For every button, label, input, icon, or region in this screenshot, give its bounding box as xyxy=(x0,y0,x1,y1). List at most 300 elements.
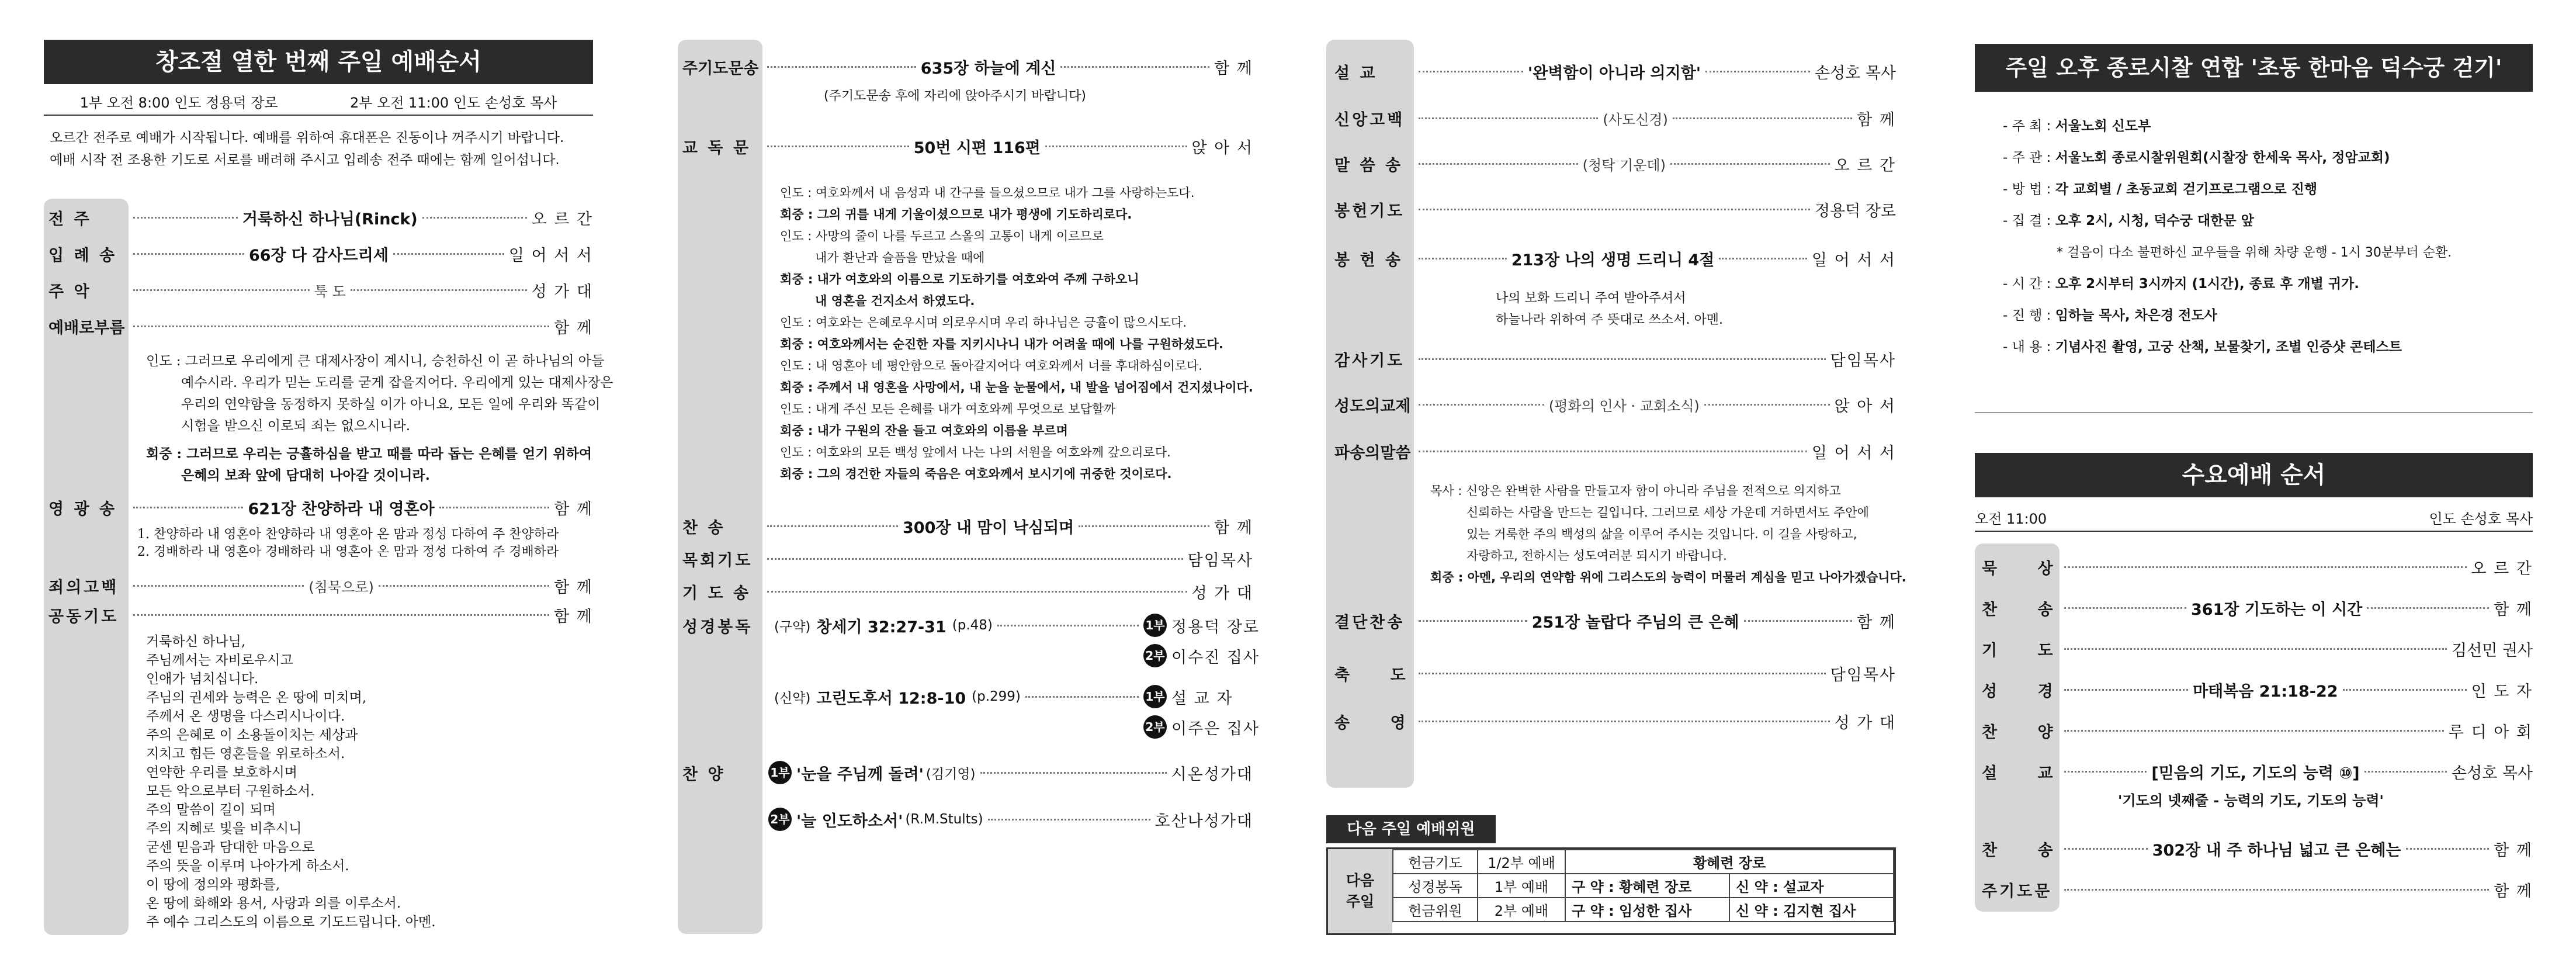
prayer-line: 주의 말씀이 길이 되며 xyxy=(146,802,276,818)
row-performer: 함 께 xyxy=(554,318,593,337)
row-performer: 오 르 간 xyxy=(531,210,593,228)
table-cell: 헌금위원 xyxy=(1393,898,1478,922)
wed-row-hymn xyxy=(1975,595,2533,621)
leader-dots xyxy=(2364,771,2447,773)
row-content: 툭 도 xyxy=(314,283,346,300)
row-performer: 함 께 xyxy=(554,578,593,597)
reading-page: (p.48) xyxy=(952,618,993,633)
responsive-line: 회중 : 그의 귀를 내게 기울이셨으므로 내가 평생에 기도하리로다. xyxy=(780,207,1132,221)
sending-line: 회중 : 아멘, 우리의 연약함 위에 그리스도의 능력이 머물러 계심을 믿고 나아가겠습니다. xyxy=(1430,570,1906,584)
row-content: 251장 놀랍다 주님의 큰 은혜 xyxy=(1531,613,1739,632)
row-performer: 담임목사 xyxy=(1830,351,1896,370)
info-value: 오후 2시, 시청, 덕수궁 대한문 앞 xyxy=(2055,213,2254,228)
responsive-line: 인도 : 내게 주신 모든 은혜를 내가 여호와께 무엇으로 보답할까 xyxy=(780,402,1116,416)
row-performer: 성 가 대 xyxy=(1834,714,1896,732)
row-content: 300장 내 맘이 낙심되며 xyxy=(903,518,1074,537)
notice-line: 예배 시작 전 조용한 기도로 서로를 배려해 주시고 입례송 전주 때에는 함께 일어섭니다. xyxy=(50,153,560,168)
row-performer: 앉 아 서 xyxy=(1834,397,1897,416)
leader-dots xyxy=(1419,117,1598,119)
wednesday-title: 수요예배 순서 xyxy=(2182,462,2326,489)
leader-dots xyxy=(2406,848,2490,850)
row-performer: 앉 아 서 xyxy=(1191,139,1254,157)
call-line: 인도 : 그러므로 우리에게 큰 대제사장이 계시니, 승천하신 이 곧 하나님의 아들 xyxy=(146,354,605,369)
row-performer: 성 가 대 xyxy=(1191,584,1253,603)
order-row-call xyxy=(44,313,593,339)
row-content: 213장 나의 생명 드리니 4절 xyxy=(1511,251,1715,269)
reading-passage: 창세기 32:27-31 xyxy=(816,618,947,636)
order-row-thanks-prayer xyxy=(1326,346,1896,372)
table-cell: 구 약 : 황혜련 장로 xyxy=(1565,874,1729,898)
prayer-line: 지치고 힘든 영혼들을 위로하소서. xyxy=(146,746,345,761)
call-line: 시험을 받으신 이로되 죄는 없으시니라. xyxy=(181,418,411,434)
leader-dots xyxy=(2064,689,2188,691)
order-row-word-response xyxy=(1326,151,1896,176)
responsive-line: 인도 : 여호와께서 내 음성과 내 간구를 들으셨으므로 내가 그를 사랑하는도다. xyxy=(780,186,1195,200)
leader-dots xyxy=(2064,848,2148,850)
leader-dots xyxy=(767,591,1187,593)
row-performer: 루 디 아 회 xyxy=(2448,723,2533,742)
leader-dots xyxy=(2064,607,2186,609)
row-performer: 성 가 대 xyxy=(531,282,594,301)
info-value: 서울노회 종로시찰위원회(시찰장 한세욱 목사, 정암교회) xyxy=(2055,150,2390,165)
row-label: 성 경 xyxy=(1982,682,2071,701)
info-value: * 걸음이 다소 불편하신 교우들을 위해 차량 운행 - 1시 30분부터 순환. xyxy=(2057,245,2452,260)
leader-dots xyxy=(2064,771,2147,773)
leader-dots xyxy=(997,625,1139,626)
prayer-line: 거룩하신 하나님, xyxy=(146,634,246,649)
order-row-gloria xyxy=(44,494,593,520)
anthem-composer: (R.M.Stults) xyxy=(905,812,983,827)
info-value: 오후 2시부터 3시까지 (1시간), 종료 후 개별 귀가. xyxy=(2055,276,2359,292)
leader-dots xyxy=(1673,117,1852,119)
responsive-line: 회중 : 그의 경건한 자들의 죽음은 여호와께서 보시기에 귀중한 것이로다. xyxy=(780,467,1172,481)
prayer-line: 주의 은혜로 이 소용돌이치는 세상과 xyxy=(146,728,358,743)
row-performer: 함 께 xyxy=(2494,882,2533,901)
row-performer: 담임목사 xyxy=(1187,551,1253,570)
row-label: 죄의고백 xyxy=(48,578,119,597)
next-week-title: 다음 주일 예배위원 xyxy=(1347,820,1475,838)
row-label: 결단찬송 xyxy=(1334,613,1405,632)
row-content: 635장 하늘에 계신 xyxy=(920,59,1056,78)
event-title-bar xyxy=(1975,44,2533,92)
row-label: 찬 송 xyxy=(682,518,726,537)
leader-dots xyxy=(133,585,304,587)
table-cell: 신 약 : 김지현 집사 xyxy=(1729,898,1894,922)
row-label: 전 주 xyxy=(48,210,92,228)
table-cell: 성경봉독 xyxy=(1393,874,1478,898)
anthem-choir: 호산나성가대 xyxy=(1154,812,1253,830)
reading-testament: (신약) xyxy=(774,690,811,706)
row-performer: 김선민 권사 xyxy=(2452,641,2533,660)
row-content: 50번 시편 116편 xyxy=(913,139,1041,157)
service-badge: 1부 xyxy=(768,761,792,784)
info-value: 임하늘 목사, 차은경 전도사 xyxy=(2055,308,2217,323)
row-label: 찬 송 xyxy=(1982,841,2071,860)
leader-dots xyxy=(767,558,1183,560)
row-performer: 함 께 xyxy=(2494,841,2533,860)
responsive-line: 인도 : 여호와의 모든 백성 앞에서 나는 나의 서원을 여호와께 갚으리로다. xyxy=(780,445,1171,459)
row-label: 감사기도 xyxy=(1334,351,1405,370)
row-label: 말 씀 송 xyxy=(1334,156,1403,175)
row-content: (사도신경) xyxy=(1603,111,1668,128)
call-line: 우리의 연약함을 동정하지 못하실 이가 아니요, 모든 일에 우리와 똑같이 xyxy=(181,397,601,412)
anthem-composer: (김기영) xyxy=(925,766,976,782)
reading-testament: (구약) xyxy=(774,619,811,635)
row-performer: 손성호 목사 xyxy=(2452,764,2533,783)
responsive-line: 인도 : 내 영혼아 네 평안함으로 돌아갈지어다 여호와께서 너를 후대하심이로다. xyxy=(780,359,1202,373)
next-week-side-label xyxy=(1328,849,1392,933)
row-label: 교 독 문 xyxy=(682,139,751,157)
sermon-subtitle: '기도의 넷째줄 - 능력의 기도, 기도의 능력' xyxy=(2118,792,2384,809)
row-performer: 함 께 xyxy=(1214,59,1253,78)
table-cell: 2부 예배 xyxy=(1478,898,1565,922)
row-label: 파송의말씀 xyxy=(1334,444,1411,462)
order-row-benediction xyxy=(1326,660,1896,686)
leader-dots xyxy=(767,525,898,527)
row-label: 성도의교제 xyxy=(1334,397,1411,416)
row-label: 주기도문송 xyxy=(682,59,759,78)
row-label: 축 도 xyxy=(1334,666,1423,684)
leader-dots xyxy=(351,289,527,291)
row-label: 신앙고백 xyxy=(1334,110,1405,129)
row-performer: 정용덕 장로 xyxy=(1815,202,1896,220)
reader-name: 설 교 자 xyxy=(1171,689,1233,708)
leader-dots xyxy=(133,217,238,219)
row-label: 공동기도 xyxy=(48,607,119,626)
row-performer: 함 께 xyxy=(1857,110,1896,129)
leader-dots xyxy=(1670,163,1830,165)
table-row xyxy=(1393,850,1894,874)
prayer-line: 온 땅에 화해와 용서, 사랑과 의를 이루소서. xyxy=(146,896,401,911)
event-title: 주일 오후 종로시찰 연합 '초동 한마음 덕수궁 걷기' xyxy=(2005,55,2502,81)
leader-dots xyxy=(2064,648,2447,650)
prayer-line: 주님의 권세와 능력은 온 땅에 미치며, xyxy=(146,690,367,705)
anthem-title: '늘 인도하소서' xyxy=(796,812,903,830)
order-row-pastoral-prayer xyxy=(678,546,1253,572)
wednesday-leader: 인도 손성호 목사 xyxy=(2429,510,2533,527)
reader-name: 이수진 집사 xyxy=(1171,648,1260,667)
row-content: (평화의 인사 · 교회소식) xyxy=(1548,397,1700,414)
prayer-line: 굳센 믿음과 담대한 마음으로 xyxy=(146,840,315,855)
row-performer: 함 께 xyxy=(2494,600,2533,619)
info-key: - 방 법 : xyxy=(2003,182,2051,197)
row-content: 66장 다 감사드리세 xyxy=(248,246,389,265)
leader-dots xyxy=(1419,404,1544,406)
leader-dots xyxy=(2064,730,2444,732)
order-row-common-prayer xyxy=(44,602,593,628)
prayer-line: 주의 뜻을 이루며 나아가게 하소서. xyxy=(146,858,349,874)
row-label: 입 례 송 xyxy=(48,246,117,265)
sending-line: 신뢰하는 사람을 만드는 길입니다. 그러므로 세상 가운데 거하면서도 주안에 xyxy=(1466,505,1869,520)
leader-dots xyxy=(1719,258,1807,259)
leader-dots xyxy=(1419,358,1826,360)
row-performer: 함 께 xyxy=(554,607,593,626)
call-line: 회중 : 그러므로 우리는 긍휼하심을 받고 때를 따라 돕는 은혜를 얻기 위하여 xyxy=(146,446,592,462)
hymn-verse: 1. 찬양하라 내 영혼아 찬양하라 내 영혼아 온 맘과 정성 다하여 주 찬양하라 xyxy=(137,527,559,542)
info-value: 각 교회별 / 초동교회 걷기프로그램으로 진행 xyxy=(2055,182,2318,197)
wed-row-prayer xyxy=(1975,636,2533,662)
service-badge: 2부 xyxy=(768,808,792,831)
service-badge: 2부 xyxy=(1143,715,1167,739)
leader-dots xyxy=(1419,209,1810,210)
wed-row-closing-hymn xyxy=(1975,836,2533,861)
order-row-offering-hymn xyxy=(1326,245,1896,271)
responsive-line: 인도 : 여호와는 은혜로우시며 의로우시며 우리 하나님은 긍휼이 많으시도다. xyxy=(780,316,1187,330)
leader-dots xyxy=(439,507,549,508)
row-label: 설 교 xyxy=(1334,64,1378,82)
wed-row-praise xyxy=(1975,718,2533,743)
row-label: 찬 양 xyxy=(1982,723,2071,742)
service-badge: 1부 xyxy=(1143,685,1167,708)
leader-dots xyxy=(1419,163,1578,165)
order-row-music xyxy=(44,277,593,303)
leader-dots xyxy=(393,253,504,255)
reading-passage: 고린도후서 12:8-10 xyxy=(816,689,966,708)
info-key: - 집 결 : xyxy=(2003,213,2051,228)
leader-dots xyxy=(1704,404,1830,406)
row-content: 361장 기도하는 이 시간 xyxy=(2191,600,2363,619)
table-row xyxy=(1393,898,1894,922)
row-performer: 함 께 xyxy=(554,500,593,518)
row-label: 목회기도 xyxy=(682,551,753,570)
responsive-line: 회중 : 내가 구원의 잔을 들고 여호와의 이름을 부르며 xyxy=(780,424,1068,438)
next-week-table-frame xyxy=(1326,847,1896,935)
table-cell: 1부 예배 xyxy=(1478,874,1565,898)
prayer-line: 주의 지혜로 빛을 비추시니 xyxy=(146,821,302,836)
prayer-line: 주님께서는 자비로우시고 xyxy=(146,653,293,668)
order-row-commitment-hymn xyxy=(1326,608,1896,633)
leader-dots xyxy=(133,614,549,616)
prayer-line: 주 예수 그리스도의 이름으로 기도드립니다. 아멘. xyxy=(146,915,436,930)
next-week-table xyxy=(1392,849,1894,922)
info-key: - 주 최 : xyxy=(2003,119,2051,134)
offering-lyric: 하늘나라 위하여 주 뜻대로 쓰소서. 아멘. xyxy=(1496,313,1723,327)
order-row-scripture-nt-2 xyxy=(678,714,1260,740)
responsive-line: 내 영혼을 건지소서 하였도다. xyxy=(815,294,975,308)
wednesday-header xyxy=(1975,504,2533,532)
event-info-line xyxy=(2003,305,2217,327)
responsive-line: 인도 : 사망의 줄이 나를 두르고 스올의 고통이 내게 이르므로 xyxy=(780,229,1104,243)
leader-dots xyxy=(1744,620,1853,622)
reading-page: (p.299) xyxy=(972,689,1021,704)
row-performer: 함 께 xyxy=(1214,518,1253,537)
call-line: 예수시라. 우리가 믿는 도리를 굳게 잡을지어다. 우리에게 있는 대제사장은 xyxy=(181,375,613,390)
event-info-note xyxy=(2057,242,2452,264)
prayer-line: 모든 악으로부터 구원하소서. xyxy=(146,784,315,799)
row-label: 설 교 xyxy=(1982,764,2071,783)
leader-dots xyxy=(980,772,1167,774)
sending-line: 목사 : 신앙은 완벽한 사람을 만들고자 함이 아니라 주님을 전적으로 의지하고 xyxy=(1430,484,1841,498)
call-line: 은혜의 보좌 앞에 담대히 나아갈 것이니라. xyxy=(181,468,430,483)
wed-row-sermon xyxy=(1975,759,2533,784)
order-row-anthem xyxy=(678,760,1253,785)
column-sunday-order-cont xyxy=(678,0,1260,966)
prayer-line: 인애가 넘치십니다. xyxy=(146,671,259,687)
leader-dots xyxy=(1079,525,1209,527)
leader-dots xyxy=(1419,721,1830,722)
table-cell: 구 약 : 임성한 집사 xyxy=(1565,898,1729,922)
row-performer: 일 어 서 서 xyxy=(1811,251,1896,269)
info-key: - 주 관 : xyxy=(2003,150,2051,165)
info-value: 기념사진 촬영, 고궁 산책, 보물찾기, 조별 인증샷 콘테스트 xyxy=(2055,340,2402,355)
divider xyxy=(1975,412,2533,413)
label-sidebar xyxy=(678,40,762,934)
row-content: 거룩하신 하나님(Rinck) xyxy=(242,210,418,228)
table-row xyxy=(1393,874,1894,898)
offering-lyric: 나의 보화 드리니 주여 받아주셔서 xyxy=(1496,291,1686,306)
table-cell: 신 약 : 설교자 xyxy=(1729,874,1894,898)
service-times xyxy=(44,88,593,116)
next-week-header xyxy=(1326,815,1496,843)
order-row-prayer-response xyxy=(678,579,1253,604)
leader-dots xyxy=(1419,71,1523,72)
section-title-bar xyxy=(44,40,593,84)
row-content: '완벽함이 아니라 의지함' xyxy=(1527,64,1701,82)
row-performer: 일 어 서 서 xyxy=(508,246,593,265)
info-key: - 시 간 : xyxy=(2003,276,2051,292)
reader-name: 이주은 집사 xyxy=(1171,719,1260,738)
sending-line: 자랑하고, 전하시는 성도여러분 되시기 바랍니다. xyxy=(1466,549,1727,563)
row-label: 주기도문 xyxy=(1982,882,2053,901)
next-week-side-text: 다음 주일 xyxy=(1346,872,1375,910)
table-cell: 1/2부 예배 xyxy=(1478,850,1565,874)
event-info-line xyxy=(2003,273,2359,295)
leader-dots xyxy=(2064,889,2489,891)
service-badge: 1부 xyxy=(1143,614,1167,637)
order-row-lords-prayer xyxy=(678,54,1253,79)
sending-line: 있는 거룩한 주의 백성의 삶을 이루어 주시는 것입니다. 이 길을 사랑하고, xyxy=(1466,527,1857,541)
order-row-responsive xyxy=(678,133,1253,159)
row-label: 봉 헌 송 xyxy=(1334,251,1403,269)
row-performer: 일 어 서 서 xyxy=(1811,444,1896,462)
leader-dots xyxy=(988,819,1150,820)
notice-line: 오르간 전주로 예배가 시작됩니다. 예배를 위하여 휴대폰은 진동이나 꺼주시기 바랍니다. xyxy=(50,130,564,146)
order-row-doxology xyxy=(1326,708,1896,734)
leader-dots xyxy=(422,217,527,219)
responsive-line: 회중 : 여호와께서는 순진한 자를 지키시나니 내가 어려울 때에 나를 구원하셨도다. xyxy=(780,337,1223,351)
row-label: 봉헌기도 xyxy=(1334,202,1405,220)
order-row-entrance xyxy=(44,241,593,266)
row-content: 621장 찬양하라 내 영혼아 xyxy=(248,500,435,518)
responsive-line: 회중 : 주께서 내 영혼을 사망에서, 내 눈을 눈물에서, 내 발을 넘어짐에서 건지셨나이다. xyxy=(780,380,1253,394)
wed-row-lords-prayer xyxy=(1975,877,2533,902)
row-content: (침묵으로) xyxy=(308,579,374,595)
row-label: 묵 상 xyxy=(1982,559,2071,578)
event-info-line xyxy=(2003,147,2390,169)
leader-dots xyxy=(767,146,909,147)
info-key: - 진 행 : xyxy=(2003,308,2051,323)
order-row-sending xyxy=(1326,438,1896,464)
leader-dots xyxy=(133,507,243,508)
prayer-line: 주께서 온 생명을 다스리시나이다. xyxy=(146,709,345,724)
leader-dots xyxy=(1045,146,1187,147)
row-performer: 오 르 간 xyxy=(1834,156,1897,175)
anthem-title: '눈을 주님께 돌려' xyxy=(796,765,924,784)
order-row-fellowship xyxy=(1326,392,1896,417)
wed-row-meditation xyxy=(1975,554,2533,580)
wed-row-scripture xyxy=(1975,677,2533,702)
leader-dots xyxy=(133,289,310,291)
row-label: 영 광 송 xyxy=(48,500,117,518)
hymn-verse: 2. 경배하라 내 영혼아 경배하라 내 영혼아 온 맘과 정성 다하여 주 경배하라 xyxy=(137,545,559,559)
service-badge: 2부 xyxy=(1143,644,1167,667)
order-row-creed xyxy=(1326,105,1896,131)
order-row-hymn xyxy=(678,513,1253,539)
service2-time: 2부 오전 11:00 인도 손성호 목사 xyxy=(349,94,557,111)
column-sunday-order-end xyxy=(1326,0,1906,966)
order-row-scripture-nt xyxy=(678,684,1253,709)
row-content: [믿음의 기도, 기도의 능력 ⑩] xyxy=(2151,764,2360,783)
order-row-sermon xyxy=(1326,58,1896,84)
leader-dots xyxy=(133,253,244,255)
leader-dots xyxy=(2064,566,2467,568)
column-announcements xyxy=(1975,0,2533,966)
event-info-line xyxy=(2003,179,2317,200)
leader-dots xyxy=(1419,451,1807,452)
leader-dots xyxy=(767,66,916,68)
row-label: 찬 양 xyxy=(682,765,726,784)
row-label: 기 도 송 xyxy=(682,584,751,603)
row-label: 송 영 xyxy=(1334,714,1423,732)
row-content: (청탁 기운데) xyxy=(1582,157,1666,174)
leader-dots xyxy=(2343,689,2467,691)
leader-dots xyxy=(1419,620,1527,622)
info-value: 서울노회 신도부 xyxy=(2055,119,2151,134)
table-cell: 황혜련 장로 xyxy=(1565,850,1894,874)
anthem-choir: 시온성가대 xyxy=(1171,765,1253,784)
order-row-confession xyxy=(44,573,593,598)
row-performer: 인 도 자 xyxy=(2471,682,2533,701)
leader-dots xyxy=(1419,258,1507,259)
row-label: 주 악 xyxy=(48,282,92,301)
row-performer: 함 께 xyxy=(1857,613,1896,632)
event-info-line xyxy=(2003,116,2151,137)
service1-time: 1부 오전 8:00 인도 정용덕 장로 xyxy=(79,94,278,111)
prayer-line: 연약한 우리를 보호하시며 xyxy=(146,765,298,780)
wednesday-time: 오전 11:00 xyxy=(1975,510,2047,527)
row-content: 마태복음 21:18-22 xyxy=(2193,682,2338,701)
prayer-line: 이 땅에 정의와 평화를, xyxy=(146,877,280,892)
leader-dots xyxy=(379,585,549,587)
info-key: - 내 용 : xyxy=(2003,340,2051,355)
row-performer: 담임목사 xyxy=(1830,666,1896,684)
leader-dots xyxy=(133,326,549,327)
leader-dots xyxy=(1705,71,1810,72)
row-performer: 오 르 간 xyxy=(2471,559,2533,578)
row-performer: 손성호 목사 xyxy=(1815,64,1896,82)
responsive-line: 내가 환난과 슬픔을 만났을 때에 xyxy=(815,251,985,265)
lords-prayer-note: (주기도문송 후에 자리에 앉아주시기 바랍니다) xyxy=(824,89,1086,103)
leader-dots xyxy=(2367,607,2489,609)
label-sidebar xyxy=(44,199,129,935)
reader-name: 정용덕 장로 xyxy=(1171,618,1260,636)
order-row-scripture-2 xyxy=(678,643,1260,669)
table-cell: 헌금기도 xyxy=(1393,850,1478,874)
responsive-line: 회중 : 내가 여호와의 이름으로 기도하기를 여호와여 주께 구하오니 xyxy=(780,272,1139,286)
event-info-line xyxy=(2003,337,2402,358)
order-row-scripture xyxy=(678,612,1260,638)
row-label: 성경봉독 xyxy=(682,618,753,636)
leader-dots xyxy=(1025,696,1139,698)
row-label: 찬 송 xyxy=(1982,600,2071,619)
leader-dots xyxy=(1060,66,1209,68)
event-info-line xyxy=(2003,210,2254,232)
order-row-anthem-2 xyxy=(678,806,1253,832)
column-sunday-order xyxy=(44,0,613,966)
order-row-prelude xyxy=(44,205,593,230)
leader-dots xyxy=(1419,673,1826,674)
wednesday-title-bar xyxy=(1975,453,2533,497)
